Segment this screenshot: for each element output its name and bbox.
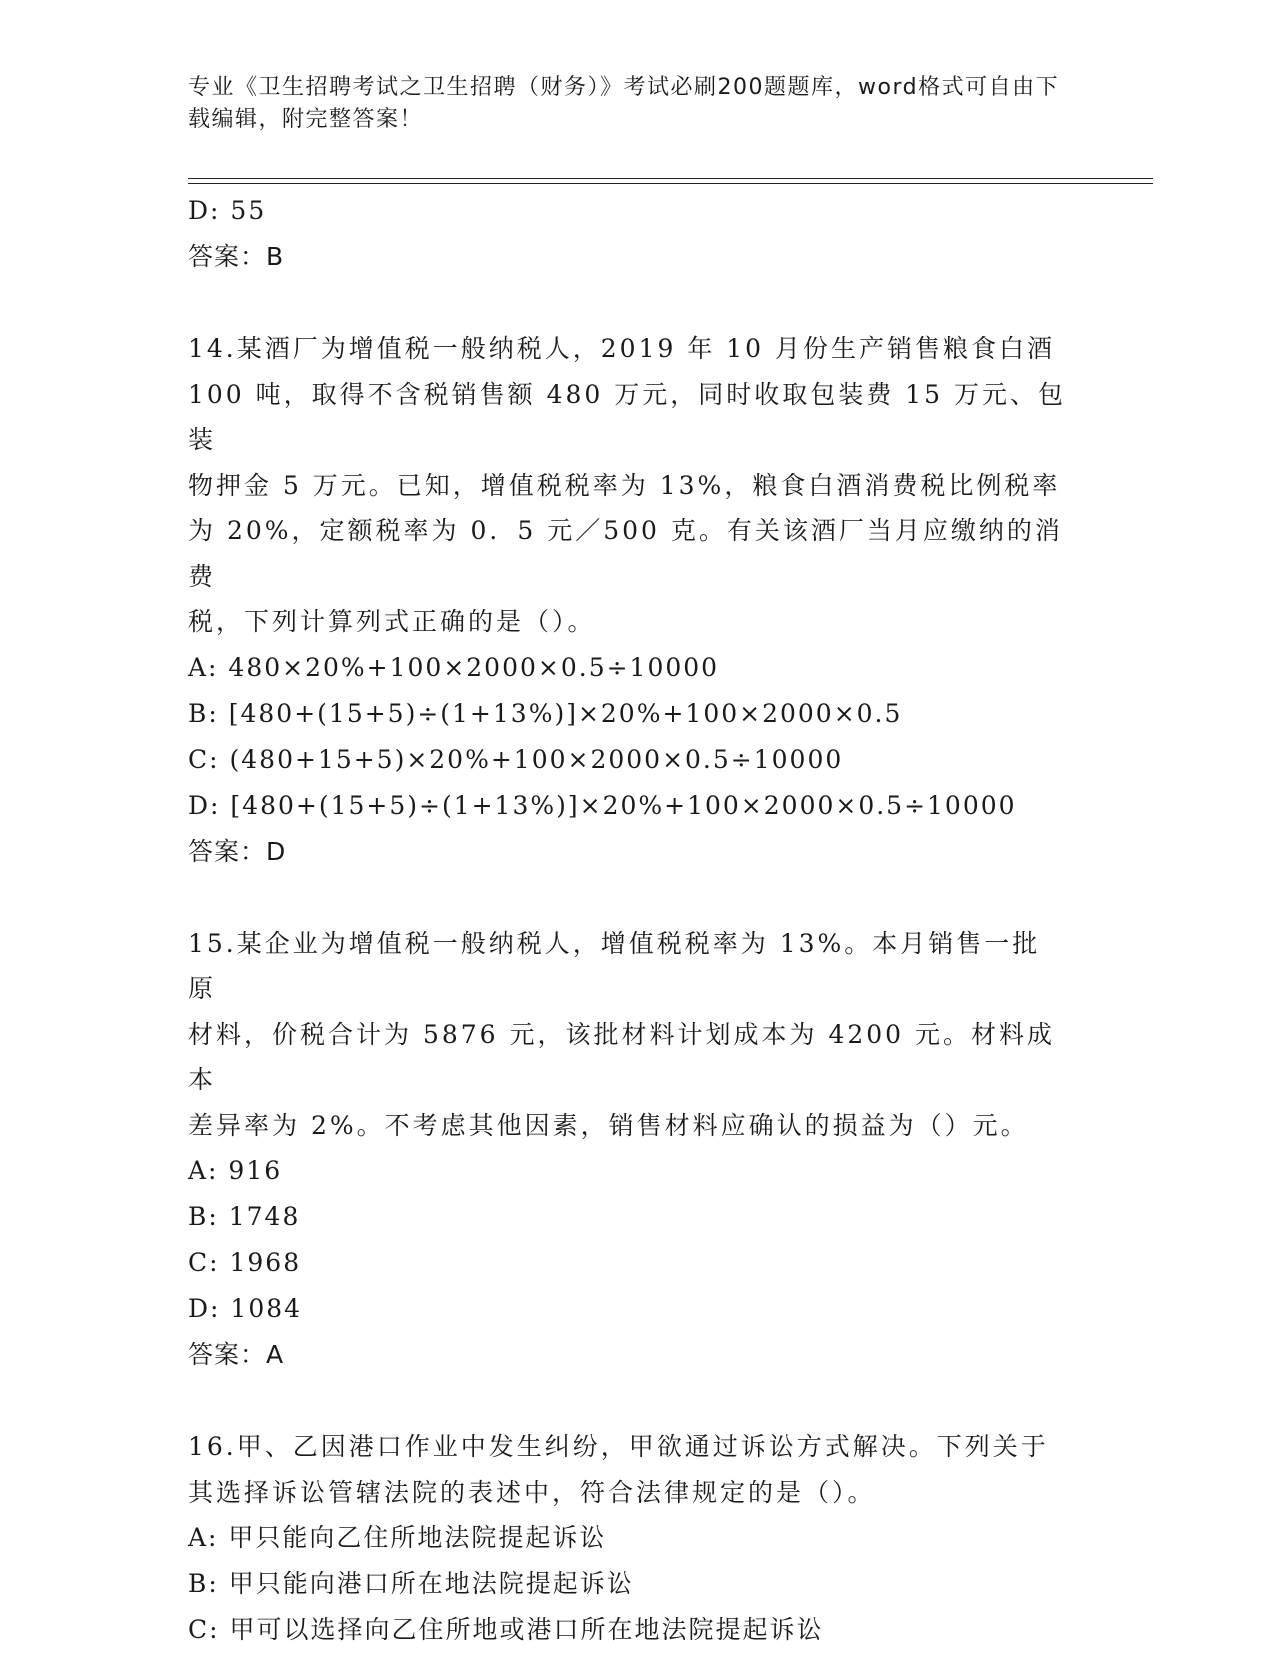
document-header: 专业《卫生招聘考试之卫生招聘（财务）》考试必刷200题题库，word格式可自由下载编辑，附完整答案！	[188, 75, 1060, 132]
option-d: D: 1084	[188, 1294, 303, 1323]
option-c: C: (480+15+5)×20%+100×2000×0.5÷10000	[188, 744, 844, 774]
question-14	[188, 326, 1088, 875]
option-b: B: 甲只能向港口所在地法院提起诉讼	[188, 1569, 634, 1598]
option-d: D: 55	[188, 196, 267, 225]
stem-line: 物押金 5 万元。已知，增值税税率为 13%，粮食白酒消费税比例税率	[188, 470, 1061, 500]
answer-label: 答案：B	[188, 242, 285, 271]
option-d: D: [480+(15+5)÷(1+13%)]×20%+100×2000×0.5÷10000	[188, 790, 1017, 820]
stem-line: 16.甲、乙因港口作业中发生纠纷，甲欲通过诉讼方式解决。下列关于	[188, 1432, 1049, 1461]
option-c: C: 1968	[188, 1248, 302, 1277]
stem-line: 其选择诉讼管辖法院的表述中，符合法律规定的是（）。	[188, 1477, 876, 1507]
stem-line: 为 20%，定额税率为 0．5 元／500 克。有关该酒厂当月应缴纳的消费	[188, 516, 1063, 591]
option-a: A: 916	[188, 1156, 283, 1185]
question-stem	[188, 921, 1068, 1149]
stem-line: 差异率为 2%。不考虑其他因素，销售材料应确认的损益为（）元。	[188, 1110, 1029, 1140]
stem-line: 14.某酒厂为增值税一般纳税人，2019 年 10 月份生产销售粮食白酒	[188, 334, 1056, 363]
question-16	[188, 1424, 1088, 1653]
question-15	[188, 921, 1088, 1379]
stem-line: 15.某企业为增值税一般纳税人，增值税税率为 13%。本月销售一批原	[188, 928, 1041, 1003]
header-divider-bottom	[188, 183, 1153, 184]
option-b: B: 1748	[188, 1202, 301, 1231]
question-stem	[188, 1424, 1068, 1515]
option-c: C: 甲可以选择向乙住所地或港口所在地法院提起诉讼	[188, 1615, 824, 1644]
question-stem	[188, 326, 1068, 645]
question-content	[188, 188, 1088, 1653]
answer-label: 答案：A	[188, 1340, 285, 1369]
option-a: A: 甲只能向乙住所地法院提起诉讼	[188, 1523, 607, 1552]
answer-label: 答案：D	[188, 836, 287, 866]
stem-line: 税，下列计算列式正确的是（）。	[188, 607, 596, 636]
option-a: A: 480×20%+100×2000×0.5÷10000	[188, 652, 720, 682]
option-b: B: [480+(15+5)÷(1+13%)]×20%+100×2000×0.5	[188, 698, 903, 728]
stem-line: 材料，价税合计为 5876 元，该批材料计划成本为 4200 元。材料成本	[188, 1019, 1056, 1094]
stem-line: 100 吨，取得不含税销售额 480 万元，同时收取包装费 15 万元、包装	[188, 379, 1066, 454]
header-divider-top	[188, 178, 1153, 179]
